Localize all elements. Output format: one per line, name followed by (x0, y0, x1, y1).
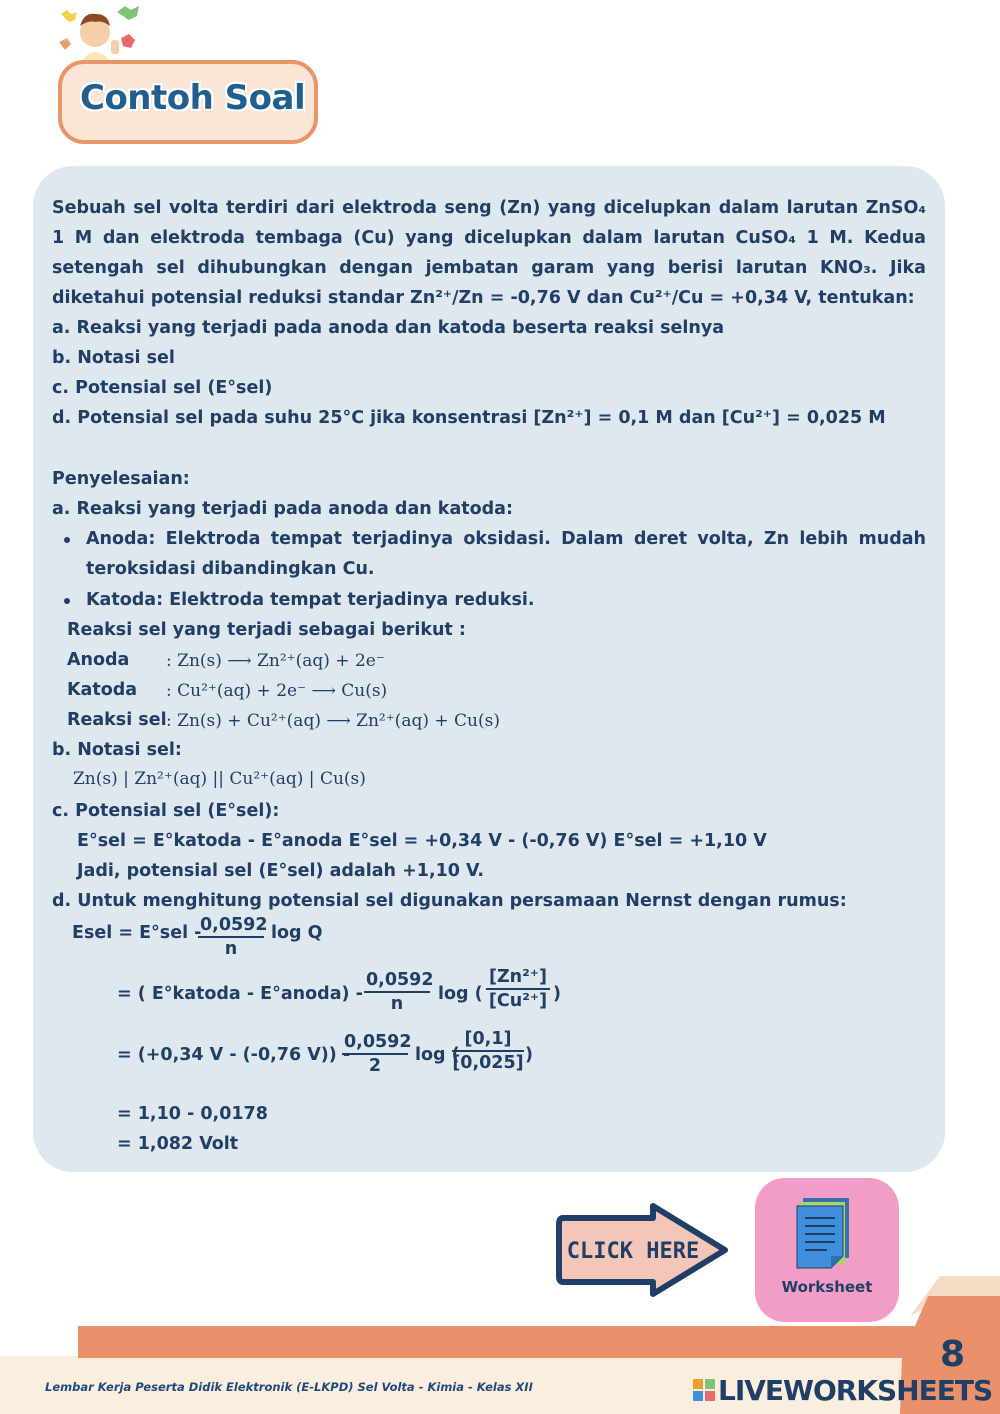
cell-notation: Zn(s) | Zn²⁺(aq) || Cu²⁺(aq) | Cu(s) (73, 769, 366, 789)
question-d: d. Potensial sel pada suhu 25°C jika konsentrasi [Zn²⁺] = 0,1 M dan [Cu²⁺] = 0,025 M (52, 408, 886, 428)
anoda-label: Anoda (67, 650, 130, 670)
click-here-label: CLICK HERE (566, 1239, 700, 1264)
fraction-denominator: n (390, 994, 404, 1014)
problem-line-3: setengah sel dihubungkan dengan jembatan garam yang berisi larutan KNO₃. Jika (52, 258, 926, 278)
nernst-log: log Q (271, 923, 323, 943)
fraction-numerator: 0,0592 (342, 1031, 408, 1055)
reaksi-sel-equation: : Zn(s) + Cu²⁺(aq) ⟶ Zn²⁺(aq) + Cu(s) (166, 711, 500, 731)
question-b: b. Notasi sel (52, 348, 175, 368)
step1-quotient (486, 966, 550, 1012)
bullet-dot (64, 537, 70, 543)
solution-a-heading: a. Reaksi yang terjadi pada anoda dan katoda: (52, 499, 513, 519)
fraction-denominator: [Cu²⁺] (488, 991, 548, 1011)
fraction-denominator: n (224, 939, 238, 959)
step2-close: ) (525, 1045, 533, 1065)
potential-conclusion: Jadi, potensial sel (E°sel) adalah +1,10 V. (77, 861, 484, 881)
katoda-equation: : Cu²⁺(aq) + 2e⁻ ⟶ Cu(s) (166, 681, 388, 701)
step3: = 1,10 - 0,0178 (117, 1104, 268, 1124)
nernst-left: Esel = E°sel - (72, 923, 202, 943)
bullet-anoda-line-2: teroksidasi dibandingkan Cu. (86, 559, 375, 579)
question-c: c. Potensial sel (E°sel) (52, 378, 273, 398)
footer-caption: Lembar Kerja Peserta Didik Elektronik (E-LKPD) Sel Volta - Kimia - Kelas XII (45, 1380, 533, 1394)
step2-quotient (452, 1028, 524, 1074)
fraction-denominator: [0,025] (452, 1053, 524, 1073)
footer-accent-bar (78, 1326, 928, 1358)
reaction-intro: Reaksi sel yang terjadi sebagai berikut : (67, 620, 466, 640)
bullet-anoda-line-1: Anoda: Elektroda tempat terjadinya oksidasi. Dalam deret volta, Zn lebih mudah (86, 529, 926, 549)
question-a: a. Reaksi yang terjadi pada anoda dan katoda beserta reaksi selnya (52, 318, 725, 338)
step2-fraction (342, 1031, 412, 1077)
step1-close: ) (553, 984, 561, 1004)
solution-c-heading: c. Potensial sel (E°sel): (52, 801, 280, 821)
potential-equation: E°sel = E°katoda - E°anoda E°sel = +0,34 V - (-0,76 V) E°sel = +1,10 V (77, 831, 767, 851)
problem-line-1: Sebuah sel volta terdiri dari elektroda seng (Zn) yang dicelupkan dalam larutan ZnSO₄ (52, 198, 926, 218)
bullet-katoda: Katoda: Elektroda tempat terjadinya reduksi. (86, 590, 535, 610)
problem-line-4: diketahui potensial reduksi standar Zn²⁺/Zn = -0,76 V dan Cu²⁺/Cu = +0,34 V, tentukan: (52, 288, 915, 308)
problem-line-2: 1 M dan elektroda tembaga (Cu) yang dicelupkan dalam larutan CuSO₄ 1 M. Kedua (52, 228, 926, 248)
worksheet-label: Worksheet (781, 1278, 873, 1296)
bullet-dot (64, 598, 70, 604)
step2-log: log ( (415, 1045, 460, 1065)
page-number: 8 (940, 1334, 966, 1375)
fraction-numerator: [Zn²⁺] (486, 966, 550, 990)
step1-fraction (364, 969, 434, 1015)
click-here-button[interactable] (555, 1200, 730, 1300)
page-title: Contoh Soal (80, 78, 306, 118)
step2-left: = (+0,34 V - (-0,76 V)) - (117, 1045, 351, 1065)
solution-heading: Penyelesaian: (52, 469, 190, 489)
liveworksheets-logo-icon (693, 1379, 715, 1401)
solution-d-heading: d. Untuk menghitung potensial sel digunakan persamaan Nernst dengan rumus: (52, 891, 847, 911)
liveworksheets-logo: LIVEWORKSHEETS (718, 1374, 993, 1407)
arrow-icon (555, 1200, 730, 1300)
step1-left: = ( E°katoda - E°anoda) - (117, 984, 363, 1004)
worksheet-icon (793, 1196, 857, 1274)
anoda-equation: : Zn(s) ⟶ Zn²⁺(aq) + 2e⁻ (166, 651, 385, 671)
step4-result: = 1,082 Volt (117, 1134, 239, 1154)
worksheet-button[interactable] (755, 1178, 899, 1322)
katoda-label: Katoda (67, 680, 138, 700)
fraction-numerator: 0,0592 (364, 969, 430, 993)
step1-log: log ( (438, 984, 483, 1004)
nernst-fraction (198, 914, 268, 960)
fraction-denominator: 2 (368, 1056, 382, 1076)
fraction-numerator: 0,0592 (198, 914, 264, 938)
solution-b-heading: b. Notasi sel: (52, 740, 182, 760)
reaksi-sel-label: Reaksi sel (67, 710, 167, 730)
fraction-numerator: [0,1] (452, 1028, 524, 1052)
